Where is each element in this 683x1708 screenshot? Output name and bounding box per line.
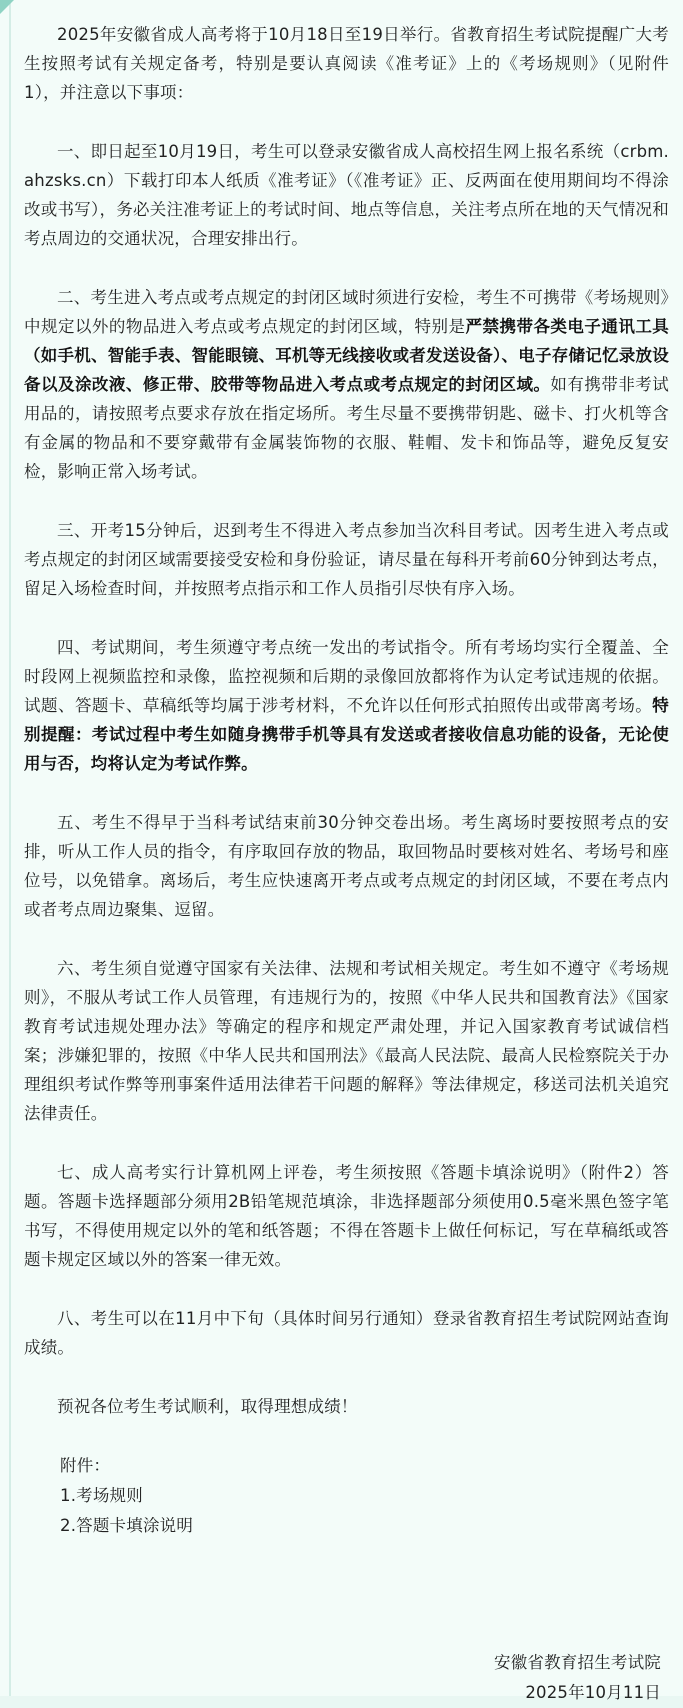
intro-paragraph: 2025年安徽省成人高考将于10月18日至19日举行。省教育招生考试院提醒广大考生按照考试有关规定备考，特别是要认真阅读《准考证》上的《考场规则》（见附件1），并注意以下事项： bbox=[24, 25, 669, 102]
corner-decoration-icon bbox=[0, 0, 14, 14]
notice-item-4 bbox=[24, 633, 669, 778]
notice-item-4-emphasis: 特别提醒：考试过程中考生如随身携带手机等具有发送或者接收信息功能的设备，无论使用与否，均将认定为考试作弊。 bbox=[24, 696, 669, 773]
attachments-label: 附件： bbox=[60, 1456, 111, 1475]
notice-item-1: 一、即日起至10月19日，考生可以登录安徽省成人高校招生网上报名系统（crbm.ahzsks.cn）下载打印本人纸质《准考证》（《准考证》正、反两面在使用期间均不得涂改或书写），务必关注准考证上的考试时间、地点等信息，关注考点所在地的天气情况和考点周边的交通状况，合理安排出行。 bbox=[24, 142, 669, 248]
notice-item-6: 六、考生须自觉遵守国家有关法律、法规和考试相关规定。考生如不遵守《考场规则》，不服从考试工作人员管理，有违规行为的，按照《中华人民共和国教育法》《国家教育考试违规处理办法》等确定的程序和规定严肃处理，并记入国家教育考试诚信档案；涉嫌犯罪的，按照《中华人民共和国刑法》《最高人民法院、最高人民检察院关于办理组织考试作弊等刑事案件适用法律若干问题的解释》等法律规定，移送司法机关追究法律责任。 bbox=[24, 959, 669, 1123]
signature-block bbox=[494, 1648, 661, 1708]
notice-item-2 bbox=[24, 283, 669, 486]
notice-item-2-emphasis: 严禁携带各类电子通讯工具（如手机、智能手表、智能眼镜、耳机等无线接收或者发送设备）、电子存储记忆录放设备以及涂改液、修正带、胶带等物品进入考点或考点规定的封闭区域。 bbox=[24, 317, 670, 394]
notice-item-3: 三、开考15分钟后，迟到考生不得进入考点参加当次科目考试。因考生进入考点或考点规定的封闭区域需要接受安检和身份验证，请尽量在每科开考前60分钟到达考点，留足入场检查时间，并按照考点指示和工作人员指引尽快有序入场。 bbox=[24, 521, 669, 598]
attachment-item-1[interactable]: 1.考场规则 bbox=[60, 1486, 143, 1505]
notice-item-2-tail: 如有携带非考试用品的，请按照考点要求存放在指定场所。考生尽量不要携带钥匙、磁卡、打火机等含有金属的物品和不要穿戴带有金属装饰物的衣服、鞋帽、发卡和饰品等，避免反复安检，影响正常入场考试。 bbox=[24, 375, 669, 481]
notice-item-5: 五、考生不得早于当科考试结束前30分钟交卷出场。考生离场时要按照考点的安排，听从工作人员的指令，有序取回存放的物品，取回物品时要核对姓名、考场号和座位号，以免错拿。离场后，考生应快速离开考点或考点规定的封闭区域，不要在考点内或者考点周边聚集、逗留。 bbox=[24, 813, 669, 919]
closing-wish: 预祝各位考生考试顺利，取得理想成绩！ bbox=[57, 1397, 358, 1416]
attachments-section bbox=[24, 1451, 669, 1541]
issue-date: 2025年10月11日 bbox=[525, 1683, 661, 1702]
attachment-item-2[interactable]: 2.答题卡填涂说明 bbox=[60, 1516, 194, 1535]
notice-item-4-lead: 四、考试期间，考生须遵守考点统一发出的考试指令。所有考场均实行全覆盖、全时段网上视频监控和录像，监控视频和后期的录像回放都将作为认定考试违规的依据。试题、答题卡、草稿纸等均属于涉考材料，不允许以任何形式拍照传出或带离考场。 bbox=[24, 638, 669, 715]
issuing-organization: 安徽省教育招生考试院 bbox=[494, 1653, 661, 1672]
notice-item-8: 八、考生可以在11月中下旬（具体时间另行通知）登录省教育招生考试院网站查询成绩。 bbox=[24, 1309, 669, 1357]
notice-item-2-lead: 二、考生进入考点或考点规定的封闭区域时须进行安检，考生不可携带《考场规则》中规定以外的物品进入考点或考点规定的封闭区域，特别是 bbox=[24, 288, 669, 336]
notice-item-7: 七、成人高考实行计算机网上评卷，考生须按照《答题卡填涂说明》（附件2）答题。答题卡选择题部分须用2B铅笔规范填涂，非选择题部分须使用0.5毫米黑色签字笔书写，不得使用规定以外的笔和纸答题；不得在答题卡上做任何标记，写在草稿纸或答题卡规定区域以外的答案一律无效。 bbox=[24, 1163, 669, 1269]
left-border-rule bbox=[9, 0, 11, 1696]
